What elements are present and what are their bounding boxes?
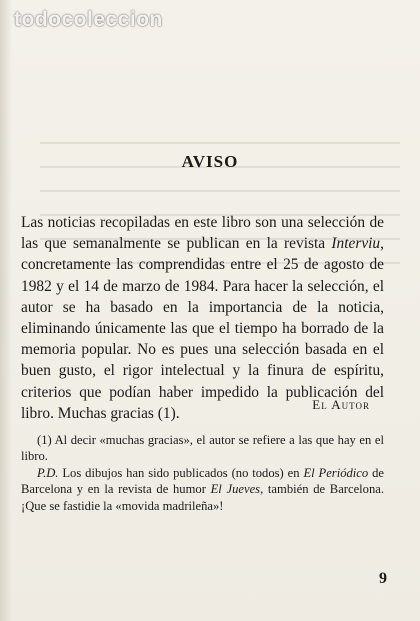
- postscript: [21, 465, 384, 514]
- page-title: AVISO: [181, 152, 239, 171]
- postscript-text-c: , también de Barcelona. ¡Que se fastidie la «movida madrileña»!: [21, 482, 384, 513]
- postscript-text-b: de Barcelona y en la revista de humor: [21, 465, 384, 497]
- publication-name-1: El Periódico: [303, 465, 369, 480]
- page-number: 9: [379, 570, 387, 587]
- watermark-logo: todocoleccion: [14, 8, 163, 31]
- postscript-label: P.D.: [37, 465, 59, 480]
- notice-paragraph: [21, 212, 384, 424]
- publication-name-2: El Jueves: [210, 482, 261, 497]
- author-signature: El Autor: [312, 397, 370, 412]
- footnotes: [21, 432, 384, 514]
- magazine-name: Interviu: [331, 235, 381, 253]
- postscript-text-a: Los dibujos han sido publicados (no todos) en: [58, 465, 304, 480]
- notice-text-part2: , concretamente las comprendidas entre el 25 de agosto de 1982 y el 14 de marzo de 1984. Para hacer la selección, el autor se ha basado en la importancia de la noticia, eliminando únicamente las que el tiempo ha borrado de la memoria popular. No es pues una selección basada en el buen gusto, el rigor intelectual y la finura de espíritu, criterios que podían haber impedido la publicación del libro. Muchas gracias (1).: [21, 235, 384, 422]
- notice-text-part1: Las noticias recopiladas en este libro son una selección de las que semanalmente se publican en la revista: [21, 214, 384, 253]
- footnote-1: (1) Al decir «muchas gracias», el autor se refiere a las que hay en el libro.: [21, 433, 384, 464]
